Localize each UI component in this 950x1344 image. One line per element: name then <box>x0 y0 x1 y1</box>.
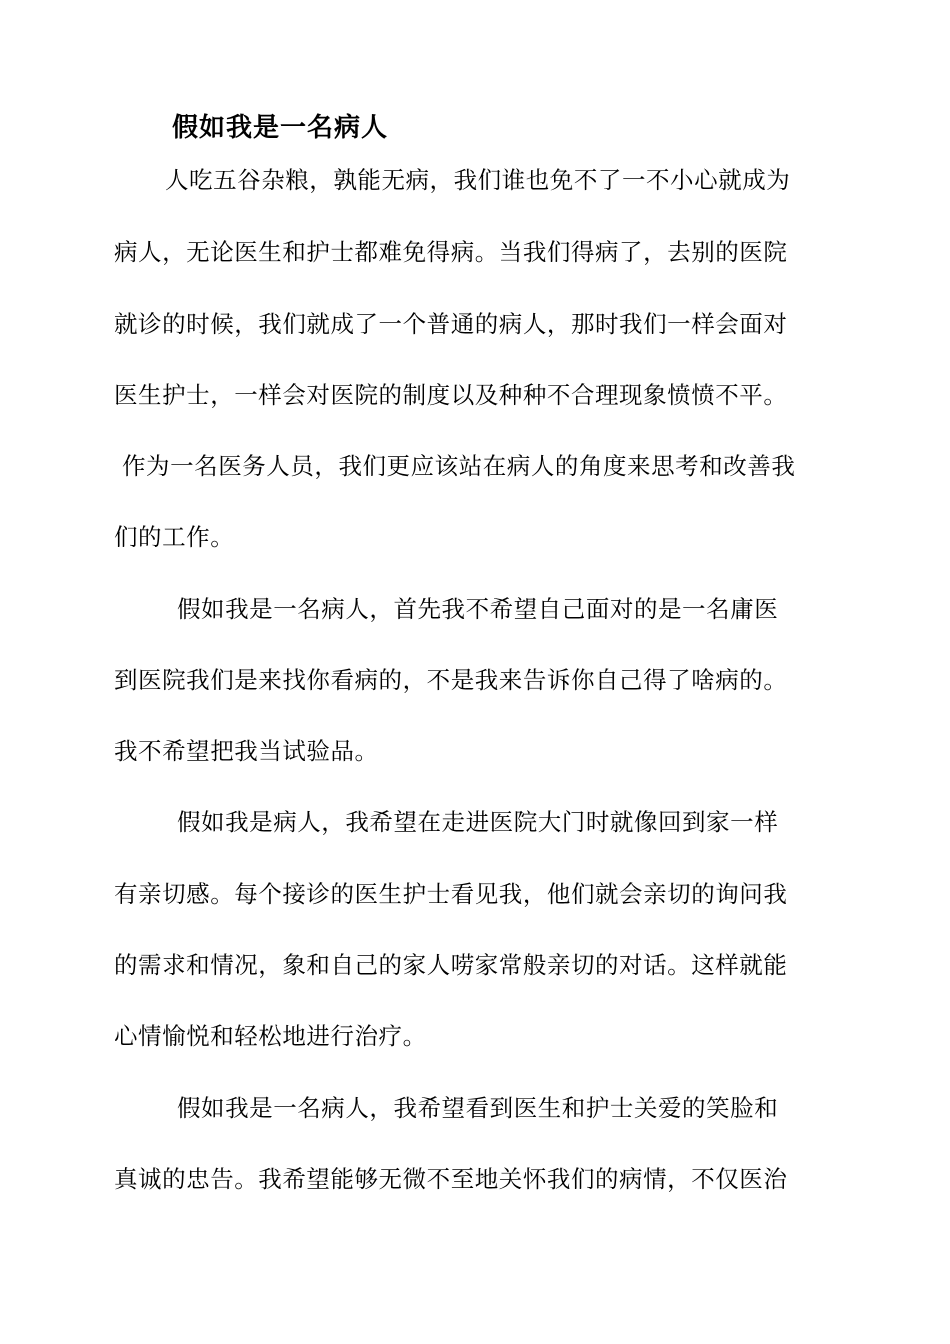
text-line: 假如我是一名病人，首先我不希望自己面对的是一名庸医 <box>177 595 779 623</box>
text-line: 医生护士，一样会对医院的制度以及种种不合理现象愤愤不平。 <box>114 381 788 409</box>
text-line: 心情愉悦和轻松地进行治疗。 <box>114 1022 427 1050</box>
text-line: 到医院我们是来找你看病的，不是我来告诉你自己得了啥病的。 <box>114 666 788 694</box>
text-line: 作为一名医务人员，我们更应该站在病人的角度来思考和改善我 <box>122 452 796 480</box>
text-line: 人吃五谷杂粮，孰能无病，我们谁也免不了一不小心就成为 <box>165 166 791 194</box>
document-title: 假如我是一名病人 <box>172 113 389 143</box>
text-line: 们的工作。 <box>114 523 235 551</box>
text-line: 假如我是病人，我希望在走进医院大门时就像回到家一样 <box>177 808 779 836</box>
text-line: 假如我是一名病人，我希望看到医生和护士关爱的笑脸和 <box>177 1094 779 1122</box>
text-line: 有亲切感。每个接诊的医生护士看见我，他们就会亲切的询问我 <box>114 880 788 908</box>
text-line: 病人，无论医生和护士都难免得病。当我们得病了，去别的医院 <box>114 238 788 266</box>
text-line: 就诊的时候，我们就成了一个普通的病人，那时我们一样会面对 <box>114 310 788 338</box>
text-line: 的需求和情况，象和自己的家人唠家常般亲切的对话。这样就能 <box>114 951 788 979</box>
text-line: 我不希望把我当试验品。 <box>114 737 379 765</box>
text-line: 真诚的忠告。我希望能够无微不至地关怀我们的病情，不仅医治 <box>114 1165 788 1193</box>
